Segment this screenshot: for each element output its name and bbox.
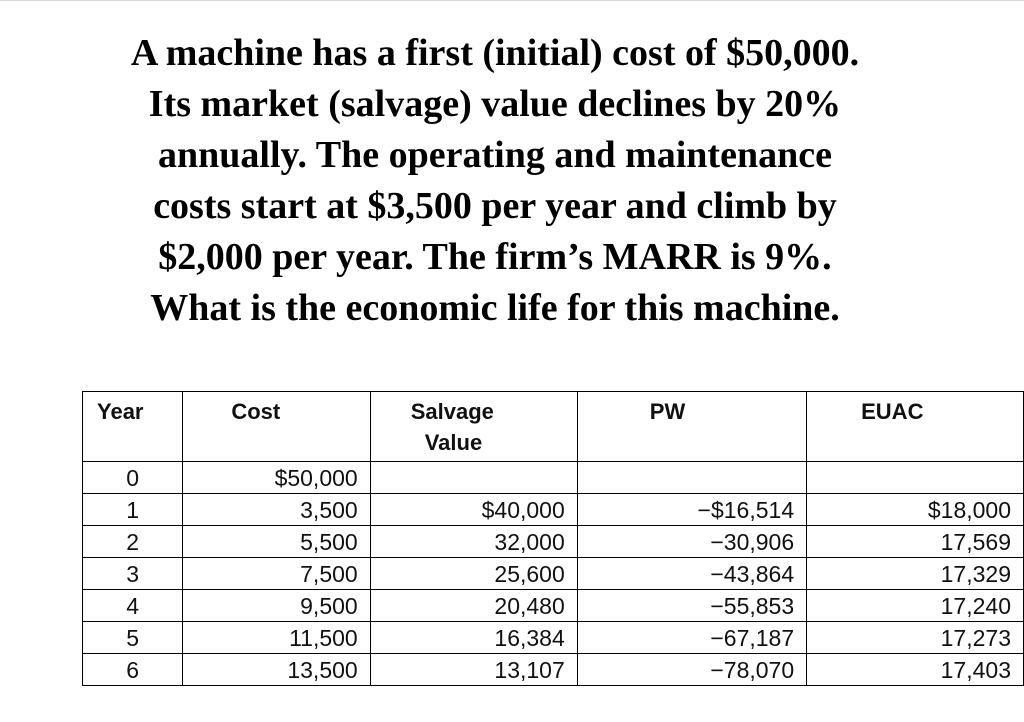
- cell-year: 0: [83, 462, 183, 494]
- economic-life-table: [82, 391, 1024, 686]
- cell-euac: $18,000: [807, 494, 1024, 526]
- table-row: [83, 654, 1024, 686]
- header-salvage-line2: Value: [424, 430, 483, 455]
- top-divider: [0, 0, 1024, 1]
- header-cost: Cost: [183, 392, 370, 462]
- cell-year: 6: [83, 654, 183, 686]
- cell-salvage: 32,000: [370, 526, 577, 558]
- cell-year: 4: [83, 590, 183, 622]
- table-row: [83, 526, 1024, 558]
- cell-euac: 17,403: [807, 654, 1024, 686]
- problem-line: What is the economic life for this machine.: [150, 287, 840, 329]
- cell-cost: 13,500: [183, 654, 370, 686]
- cell-salvage: 25,600: [370, 558, 577, 590]
- cell-pw: −43,864: [577, 558, 806, 590]
- cell-euac: 17,273: [807, 622, 1024, 654]
- cell-salvage: [370, 462, 577, 494]
- cell-year: 1: [83, 494, 183, 526]
- cell-cost: 7,500: [183, 558, 370, 590]
- header-pw: PW: [577, 392, 806, 462]
- cell-euac: [807, 462, 1024, 494]
- cell-year: 3: [83, 558, 183, 590]
- cell-salvage: 16,384: [370, 622, 577, 654]
- table-row: [83, 590, 1024, 622]
- cell-year: 2: [83, 526, 183, 558]
- cell-salvage: 20,480: [370, 590, 577, 622]
- cell-euac: 17,329: [807, 558, 1024, 590]
- table-row: [83, 494, 1024, 526]
- problem-statement: [40, 28, 950, 334]
- problem-line: $2,000 per year. The firm’s MARR is 9%.: [158, 236, 832, 278]
- cell-cost: 11,500: [183, 622, 370, 654]
- cell-pw: [577, 462, 806, 494]
- cell-pw: −67,187: [577, 622, 806, 654]
- cell-cost: $50,000: [183, 462, 370, 494]
- table-row: [83, 622, 1024, 654]
- problem-line: costs start at $3,500 per year and climb by: [153, 185, 837, 227]
- cell-cost: 9,500: [183, 590, 370, 622]
- cell-year: 5: [83, 622, 183, 654]
- header-salvage-value: [370, 392, 577, 462]
- cell-pw: −30,906: [577, 526, 806, 558]
- table-header-row: [83, 392, 1024, 462]
- problem-line: Its market (salvage) value declines by 20%: [148, 83, 842, 125]
- header-year: Year: [83, 392, 183, 462]
- problem-line: A machine has a first (initial) cost of $50,000.: [130, 32, 860, 74]
- cell-salvage: $40,000: [370, 494, 577, 526]
- cell-salvage: 13,107: [370, 654, 577, 686]
- cell-pw: −$16,514: [577, 494, 806, 526]
- cell-euac: 17,569: [807, 526, 1024, 558]
- table-row: [83, 558, 1024, 590]
- table-row: [83, 462, 1024, 494]
- cell-cost: 3,500: [183, 494, 370, 526]
- cell-cost: 5,500: [183, 526, 370, 558]
- header-salvage-line1: Salvage: [410, 399, 494, 424]
- cell-euac: 17,240: [807, 590, 1024, 622]
- header-euac: EUAC: [807, 392, 1024, 462]
- cell-pw: −78,070: [577, 654, 806, 686]
- cell-pw: −55,853: [577, 590, 806, 622]
- problem-line: annually. The operating and maintenance: [158, 134, 832, 176]
